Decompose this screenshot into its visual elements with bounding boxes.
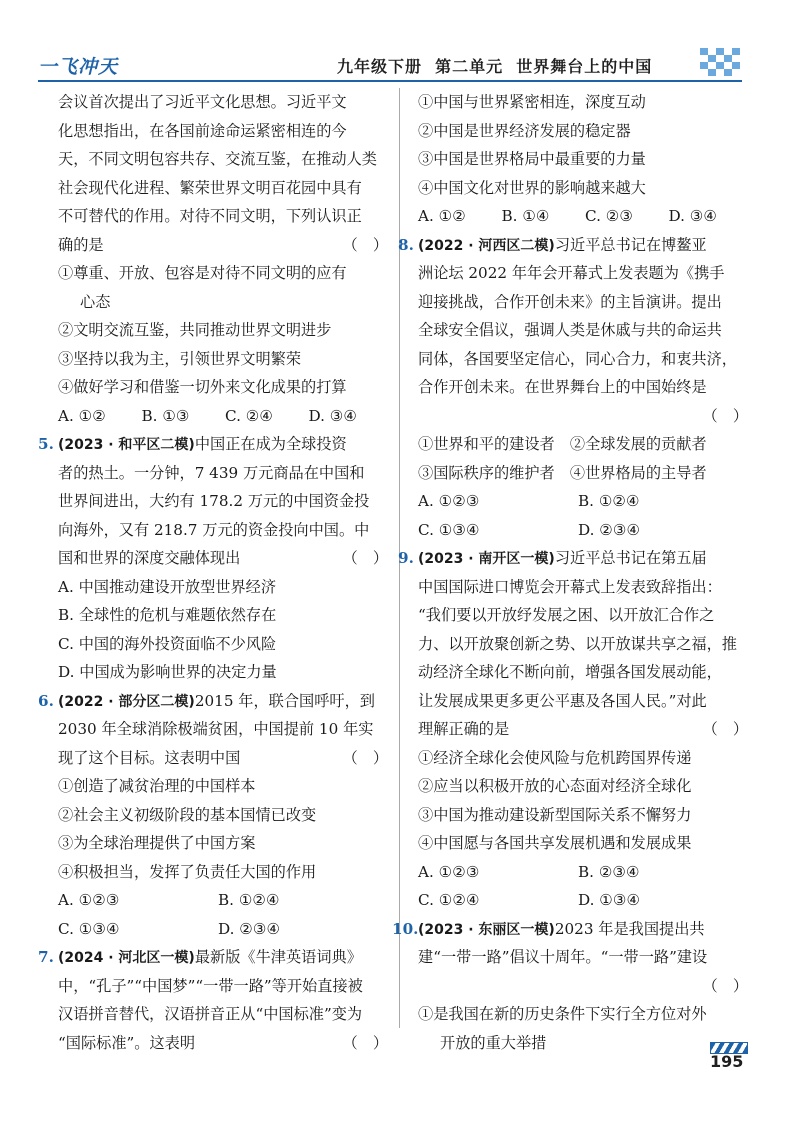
left-column	[38, 88, 392, 1057]
option-item: ③中国为推动建设新型国际关系不懈努力	[418, 805, 692, 824]
option-item: ③中国是世界格局中最重要的力量	[418, 150, 646, 168]
question-7: 7. (2024 · 河北区一模)最新版《牛津英语词典》	[38, 948, 362, 966]
text-line: “我们要以开放纾发展之困、以开放汇合作之	[418, 606, 715, 624]
answer-choices: A. ①②③ B. ①②④	[418, 492, 640, 510]
answer-blank: （ ）	[702, 406, 748, 425]
right-column	[392, 88, 752, 1057]
text-line: 合作开创未来。在世界舞台上的中国始终是	[418, 378, 707, 396]
header-rule	[38, 80, 742, 82]
option-item: ②应当以积极开放的心态面对经济全球化	[418, 777, 692, 795]
checker-decoration	[700, 48, 744, 78]
text-line: 确的是 （ ）	[58, 231, 392, 260]
answer-choices: C. ①②④ D. ①③④	[418, 891, 641, 909]
answer-choices: A. ①② B. ①④ C. ②③ D. ③④	[418, 207, 718, 225]
question-9: 9. (2023 · 南开区一模)习近平总书记在第五届	[398, 549, 707, 567]
series-logo: 一飞冲天	[38, 56, 119, 78]
text-line: 会议首次提出了习近平文化思想。习近平文	[58, 93, 347, 111]
page-header	[0, 0, 800, 90]
answer-choice: A. 中国推动建设开放型世界经济	[58, 577, 277, 596]
option-item: ①创造了减贫治理的中国样本	[58, 777, 256, 795]
question-8: 8. (2022 · 河西区二模)习近平总书记在博鳌亚	[398, 235, 707, 254]
text-line	[418, 402, 752, 431]
option-item: ④做好学习和借鉴一切外来文化成果的打算	[58, 378, 347, 396]
text-line: 建“一带一路”倡议十周年。“一带一路”建设	[418, 948, 708, 966]
text-line: 中，“孔子”“中国梦”“一带一路”等开始直接被	[58, 976, 363, 995]
answer-blank: （ ）	[342, 549, 388, 567]
question-5: 5. (2023 · 和平区二模)中国正在成为全球投资	[38, 435, 347, 453]
option-item: ②中国是世界经济发展的稳定器	[418, 121, 631, 140]
text-line: 洲论坛 2022 年年会开幕式上发表题为《携手	[418, 264, 725, 282]
page-number-badge	[706, 1040, 750, 1074]
answer-choice: C. 中国的海外投资面临不少风险	[58, 634, 277, 653]
text-line: 向海外，又有 218.7 万元的资金投向中国。中	[58, 520, 370, 539]
option-item: ②社会主义初级阶段的基本国情已改变	[58, 805, 317, 824]
text-line: 全球安全倡议，强调人类是休戚与共的命运共	[418, 321, 722, 339]
text-line: 中国国际进口博览会开幕式上发表致辞指出：	[418, 577, 722, 596]
option-item: ①是我国在新的历史条件下实行全方位对外	[418, 1005, 707, 1023]
question-10: 10.(2023 · 东丽区一模)2023 年是我国提出共	[392, 919, 705, 938]
text-line: 天，不同文明包容共存、交流互鉴，在推动人类	[58, 150, 377, 168]
text-line: 汉语拼音替代，汉语拼音正从“中国标准”变为	[58, 1005, 363, 1023]
answer-choice: B. 全球性的危机与难题依然存在	[58, 606, 277, 624]
option-item: ④中国文化对世界的影响越来越大	[418, 178, 646, 197]
answer-choices: A. ①②③ B. ①②④	[58, 891, 280, 909]
answer-choice: D. 中国成为影响世界的决定力量	[58, 663, 277, 681]
answer-blank: （ ）	[342, 748, 388, 767]
option-item: 心态	[80, 292, 111, 311]
answer-blank: （ ）	[702, 720, 748, 738]
option-item: 开放的重大举措	[440, 1033, 547, 1052]
page-number: 195	[710, 1052, 744, 1071]
option-item: ④中国愿与各国共享发展机遇和发展成果	[418, 834, 692, 852]
option-item: ②文明交流互鉴，共同推动世界文明进步	[58, 321, 332, 339]
text-line	[418, 972, 752, 1001]
text-line: 现了这个目标。这表明中国 （ ）	[58, 744, 392, 773]
text-line: 社会现代化进程、繁荣世界文明百花园中具有	[58, 178, 362, 197]
option-item: ③国际秩序的维护者 ④世界格局的主导者	[418, 463, 707, 482]
option-item: ③坚持以我为主，引领世界文明繁荣	[58, 349, 301, 368]
option-item: ④积极担当，发挥了负责任大国的作用	[58, 862, 317, 881]
answer-blank: （ ）	[342, 1033, 388, 1052]
answer-choices: C. ①③④ D. ②③④	[58, 919, 281, 938]
text-line: 理解正确的是 （ ）	[418, 715, 752, 744]
option-item: ①中国与世界紧密相连，深度互动	[418, 93, 646, 111]
option-item: ③为全球治理提供了中国方案	[58, 834, 256, 852]
text-line: 让发展成果更多更公平惠及各国人民。”对此	[418, 691, 707, 710]
text-line: 迎接挑战，合作开创未来》的主旨演讲。提出	[418, 292, 722, 311]
text-line: 化思想指出，在各国前途命运紧密相连的今	[58, 121, 347, 140]
running-title: 九年级下册 第二单元 世界舞台上的中国	[337, 57, 653, 76]
text-line: 者的热土。一分钟，7 439 万元商品在中国和	[58, 463, 365, 482]
option-item: ①经济全球化会使风险与危机跨国界传递	[418, 748, 692, 767]
answer-choices: C. ①③④ D. ②③④	[418, 520, 641, 539]
option-item: ①尊重、开放、包容是对待不同文明的应有	[58, 264, 347, 282]
text-line: 动经济全球化不断向前，增强各国发展动能，	[418, 663, 722, 681]
answer-choices: A. ①②③ B. ②③④	[418, 862, 640, 881]
answer-choices: A. ①② B. ①③ C. ②④ D. ③④	[58, 406, 358, 425]
text-line: 2030 年全球消除极端贫困，中国提前 10 年实	[58, 720, 374, 738]
text-line: “国际标准”。这表明 （ ）	[58, 1029, 392, 1058]
text-line: 国和世界的深度交融体现出 （ ）	[58, 544, 392, 573]
text-line: 不可替代的作用。对待不同文明，下列认识正	[58, 207, 362, 225]
answer-blank: （ ）	[702, 976, 748, 995]
text-line: 世界间进出，大约有 178.2 万元的中国资金投	[58, 492, 370, 510]
text-line: 力、以开放聚创新之势、以开放谋共享之福，推	[418, 634, 737, 653]
question-6: 6. (2022 · 部分区二模)2015 年，联合国呼吁，到	[38, 691, 375, 710]
answer-blank: （ ）	[342, 235, 388, 254]
option-item: ①世界和平的建设者 ②全球发展的贡献者	[418, 435, 707, 453]
text-line: 同体，各国要坚定信心，同心合力，和衷共济，	[418, 349, 737, 368]
